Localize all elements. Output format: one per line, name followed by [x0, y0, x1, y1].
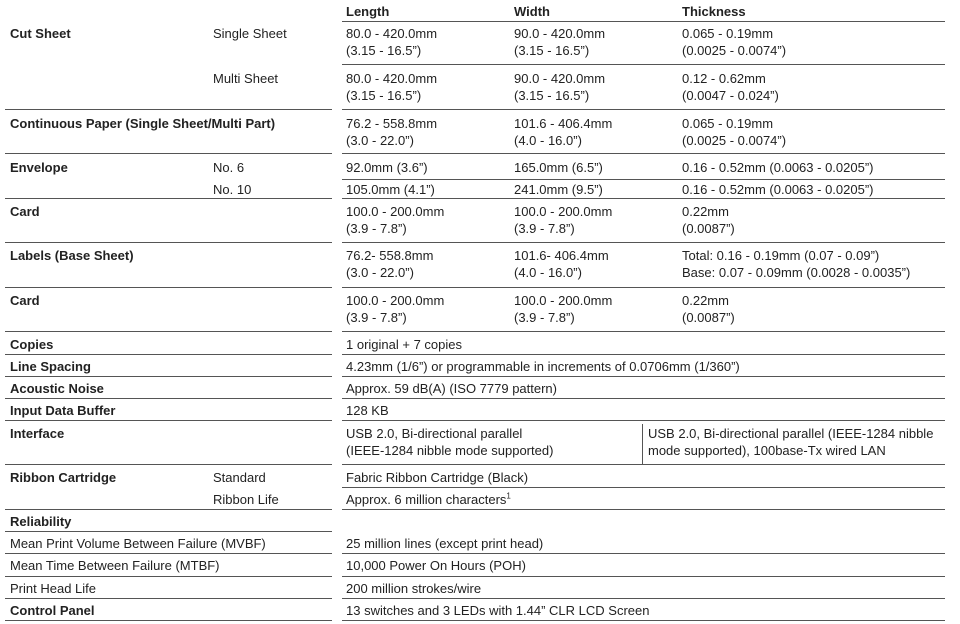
- cell-value: [346, 491, 511, 508]
- row-divider: [5, 354, 332, 355]
- ribbon-life-text: Approx. 6 million characters: [346, 492, 507, 507]
- cell-width: 100.0 - 200.0mm: [514, 293, 613, 308]
- cell-thickness: (0.0025 - 0.0074”): [682, 43, 787, 58]
- cell-thickness: 0.22mm: [682, 293, 729, 308]
- row-divider: [342, 153, 945, 154]
- cell-width: (4.0 - 16.0”): [514, 265, 582, 280]
- row-label-envelope: Envelope: [10, 160, 68, 175]
- row-divider: [342, 179, 945, 180]
- cell-value: 13 switches and 3 LEDs with 1.44” CLR LCD Screen: [346, 603, 650, 618]
- cell-thickness: 0.065 - 0.19mm: [682, 26, 774, 41]
- row-divider: [342, 553, 945, 554]
- row-divider: [342, 64, 945, 65]
- row-divider: [342, 598, 945, 599]
- cell-width: 165.0mm (6.5”): [514, 160, 603, 175]
- row-divider: [5, 620, 332, 621]
- cell-width: (3.9 - 7.8”): [514, 221, 575, 236]
- row-label-ribbon-cartridge: Ribbon Cartridge: [10, 470, 117, 485]
- cell-thickness: (0.0087”): [682, 221, 735, 236]
- cell-thickness: 0.16 - 0.52mm (0.0063 - 0.0205”): [682, 160, 874, 175]
- cell-value: 200 million strokes/wire: [346, 581, 482, 596]
- sub-label-no6: No. 6: [213, 160, 245, 175]
- cell-thickness: 0.12 - 0.62mm: [682, 71, 766, 86]
- row-divider: [342, 198, 945, 199]
- cell-length: 80.0 - 420.0mm: [346, 71, 438, 86]
- cell-width: 100.0 - 200.0mm: [514, 204, 613, 219]
- row-label-print-head-life: Print Head Life: [10, 581, 96, 596]
- row-divider: [342, 109, 945, 110]
- row-divider: [5, 398, 332, 399]
- cell-length: (3.0 - 22.0”): [346, 133, 414, 148]
- row-divider: [5, 331, 332, 332]
- cell-length: 76.2 - 558.8mm: [346, 116, 438, 131]
- cell-length: (3.9 - 7.8”): [346, 310, 407, 325]
- row-divider: [5, 576, 332, 577]
- row-divider: [5, 376, 332, 377]
- cell-value: 10,000 Power On Hours (POH): [346, 558, 526, 573]
- row-label-interface: Interface: [10, 426, 65, 441]
- cell-width: (4.0 - 16.0”): [514, 133, 582, 148]
- row-divider: [342, 376, 945, 377]
- cell-thickness: (0.0087”): [682, 310, 735, 325]
- row-label-continuous-paper: Continuous Paper (Single Sheet/Multi Part): [10, 116, 276, 131]
- row-divider: [342, 398, 945, 399]
- cell-length: (3.0 - 22.0”): [346, 265, 414, 280]
- cell-length: (3.9 - 7.8”): [346, 221, 407, 236]
- row-label-control-panel: Control Panel: [10, 603, 95, 618]
- row-divider: [5, 420, 332, 421]
- row-label-acoustic-noise: Acoustic Noise: [10, 381, 104, 396]
- cell-length: (3.15 - 16.5”): [346, 43, 422, 58]
- row-label-labels: Labels (Base Sheet): [10, 248, 134, 263]
- cell-interface-a: USB 2.0, Bi-directional parallel: [346, 426, 523, 441]
- cell-value: 4.23mm (1/6”) or programmable in increments of 0.0706mm (1/360”): [346, 359, 740, 374]
- row-label-mtbf: Mean Time Between Failure (MTBF): [10, 558, 220, 573]
- cell-length: 100.0 - 200.0mm: [346, 204, 445, 219]
- row-divider: [342, 420, 945, 421]
- row-divider: [342, 464, 945, 465]
- cell-length: 105.0mm (4.1”): [346, 182, 435, 197]
- row-divider: [342, 509, 945, 510]
- cell-value: 1 original + 7 copies: [346, 337, 462, 352]
- row-divider: [342, 287, 945, 288]
- cell-length: 80.0 - 420.0mm: [346, 26, 438, 41]
- cell-width: (3.15 - 16.5”): [514, 43, 590, 58]
- header-divider: [342, 21, 945, 22]
- cell-interface-b: mode supported), 100base-Tx wired LAN: [648, 443, 886, 458]
- row-divider: [5, 153, 332, 154]
- cell-thickness: 0.065 - 0.19mm: [682, 116, 774, 131]
- cell-width: 101.6- 406.4mm: [514, 248, 609, 263]
- row-divider: [342, 331, 945, 332]
- row-label-card: Card: [10, 293, 40, 308]
- cell-width: 101.6 - 406.4mm: [514, 116, 613, 131]
- cell-thickness: (0.0025 - 0.0074”): [682, 133, 787, 148]
- row-divider: [342, 576, 945, 577]
- cell-thickness: (0.0047 - 0.024”): [682, 88, 779, 103]
- row-divider: [5, 464, 332, 465]
- cell-thickness: Total: 0.16 - 0.19mm (0.07 - 0.09”): [682, 248, 880, 263]
- sub-label-standard: Standard: [213, 470, 266, 485]
- row-divider: [5, 109, 332, 110]
- row-divider: [342, 620, 945, 621]
- cell-width: (3.9 - 7.8”): [514, 310, 575, 325]
- row-label-mvbf: Mean Print Volume Between Failure (MVBF): [10, 536, 266, 551]
- row-divider: [5, 598, 332, 599]
- row-divider: [5, 242, 332, 243]
- row-divider: [342, 487, 945, 488]
- row-label-cut-sheet: Cut Sheet: [10, 26, 71, 41]
- cell-width: 90.0 - 420.0mm: [514, 26, 606, 41]
- cell-interface-b: USB 2.0, Bi-directional parallel (IEEE-1284 nibble: [648, 426, 934, 441]
- row-divider: [5, 553, 332, 554]
- cell-length: (3.15 - 16.5”): [346, 88, 422, 103]
- cell-value: Fabric Ribbon Cartridge (Black): [346, 470, 529, 485]
- cell-value: 128 KB: [346, 403, 389, 418]
- footnote-marker: 1: [506, 491, 511, 501]
- cell-value: Approx. 59 dB(A) (ISO 7779 pattern): [346, 381, 557, 396]
- row-divider: [5, 287, 332, 288]
- sub-label-no10: No. 10: [213, 182, 252, 197]
- cell-width: 241.0mm (9.5”): [514, 182, 603, 197]
- row-divider: [5, 531, 332, 532]
- section-label-reliability: Reliability: [10, 514, 72, 529]
- row-label-copies: Copies: [10, 337, 54, 352]
- header-length: Length: [346, 4, 390, 19]
- cell-value: 25 million lines (except print head): [346, 536, 544, 551]
- cell-thickness: Base: 0.07 - 0.09mm (0.0028 - 0.0035”): [682, 265, 911, 280]
- cell-length: 100.0 - 200.0mm: [346, 293, 445, 308]
- sub-label-ribbon-life: Ribbon Life: [213, 492, 279, 507]
- row-divider: [5, 198, 332, 199]
- row-divider: [342, 354, 945, 355]
- column-divider: [642, 424, 643, 464]
- cell-thickness: 0.16 - 0.52mm (0.0063 - 0.0205”): [682, 182, 874, 197]
- row-divider: [342, 242, 945, 243]
- sub-label-single-sheet: Single Sheet: [213, 26, 287, 41]
- header-width: Width: [514, 4, 550, 19]
- cell-interface-a: (IEEE-1284 nibble mode supported): [346, 443, 554, 458]
- row-label-line-spacing: Line Spacing: [10, 359, 91, 374]
- cell-length: 92.0mm (3.6”): [346, 160, 428, 175]
- row-divider: [5, 509, 332, 510]
- row-label-input-buffer: Input Data Buffer: [10, 403, 116, 418]
- cell-width: (3.15 - 16.5”): [514, 88, 590, 103]
- cell-length: 76.2- 558.8mm: [346, 248, 434, 263]
- cell-width: 90.0 - 420.0mm: [514, 71, 606, 86]
- cell-thickness: 0.22mm: [682, 204, 729, 219]
- sub-label-multi-sheet: Multi Sheet: [213, 71, 279, 86]
- row-label-card: Card: [10, 204, 40, 219]
- header-thickness: Thickness: [682, 4, 746, 19]
